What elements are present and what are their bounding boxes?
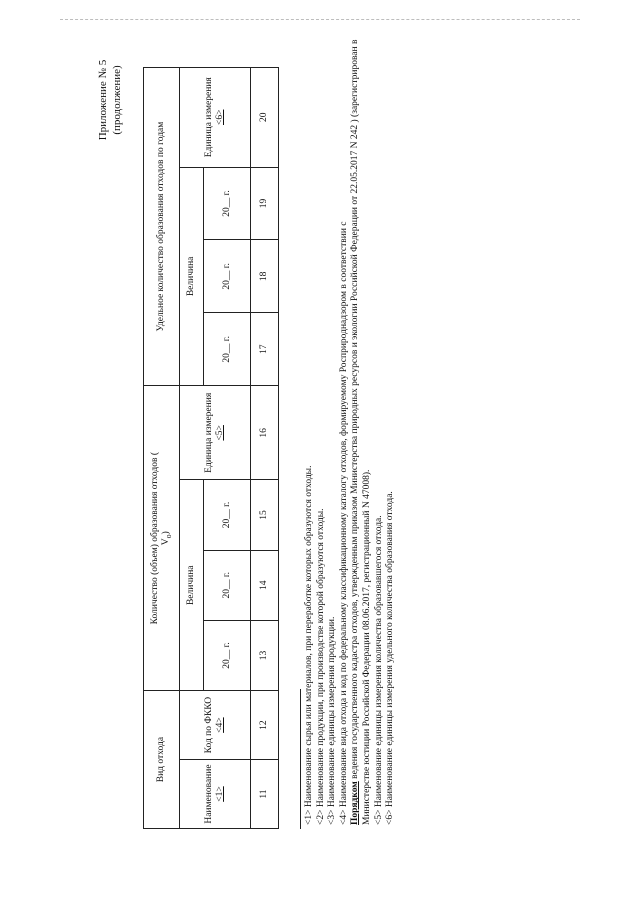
- column-number: 13: [251, 620, 279, 690]
- column-number: 14: [251, 550, 279, 620]
- note-link-6[interactable]: <6>: [215, 109, 225, 125]
- column-number: 19: [251, 167, 279, 240]
- footnotes: [304, 25, 397, 825]
- column-number: 20: [251, 68, 279, 168]
- footnote-3: <3> Наименование единицы измерения продукции.: [327, 616, 338, 825]
- column-number: 17: [251, 313, 279, 386]
- header-volume-unit: Единица измерения <5>: [180, 386, 251, 480]
- scan-artifact-line: [60, 18, 580, 20]
- header-specific-unit: Единица измерения <6>: [180, 68, 251, 168]
- appendix-title: Приложение № 5: [97, 59, 109, 141]
- footnote-4: <4> Наименование вида отхода и код по федеральному классификационному каталогу отходов, формируемому Росприроднадзором в соответствии с: [338, 221, 349, 825]
- header-volume: Количество (объем) образования отходов ( $V_о$): [144, 386, 180, 691]
- column-number: 11: [251, 760, 279, 829]
- note-link-1[interactable]: <1>: [215, 786, 225, 802]
- header-fkko-code: Код по ФККО <4>: [180, 691, 251, 760]
- header-volume-magnitude: Величина: [180, 480, 204, 691]
- note-link-5[interactable]: <5>: [215, 425, 225, 441]
- appendix-continued: (продолжение): [111, 65, 123, 135]
- footnote-order: Порядком ведения государственного кадастра отходов, утвержденным приказом Министерства природных ресурсов и экологии Российской Федерации от 22.05.2017 N 242 ) (зарегистрирован в Министерстве юстиции Российской Федерации 08.06.2017, регистрационный N 47008).: [350, 39, 372, 825]
- order-link[interactable]: Порядком: [350, 781, 361, 825]
- header-name: Наименование <1>: [180, 760, 251, 829]
- header-year: 20__ г.: [204, 620, 251, 690]
- column-number: 16: [251, 386, 279, 480]
- column-number: 12: [251, 691, 279, 760]
- column-number: 15: [251, 480, 279, 550]
- appendix-header: [96, 30, 124, 170]
- header-specific-magnitude: Величина: [180, 167, 204, 386]
- note-link-4[interactable]: <4>: [215, 717, 225, 733]
- column-number: 18: [251, 240, 279, 313]
- header-year: 20__ г.: [204, 480, 251, 550]
- header-specific: Удельное количество образования отходов по годам: [144, 68, 180, 386]
- waste-table: [143, 67, 279, 829]
- header-waste-type: Вид отхода: [144, 691, 180, 829]
- footnote-divider: [300, 689, 301, 829]
- header-year: 20__ г.: [204, 550, 251, 620]
- footnote-1: <1> Наименование сырья или материалов, при переработке которых образуются отходы.: [304, 465, 314, 825]
- header-year: 20__ г.: [204, 167, 251, 240]
- footnote-6: <6> Наименование единицы измерения удельного количества образования отхода.: [385, 491, 396, 825]
- header-year: 20__ г.: [204, 240, 251, 313]
- footnote-5: <5> Наименование единицы измерения количества образовавшегося отхода.: [373, 515, 384, 825]
- header-year: 20__ г.: [204, 313, 251, 386]
- footnote-2: <2> Наименование продукции, при производстве которой образуются отходы.: [315, 508, 326, 825]
